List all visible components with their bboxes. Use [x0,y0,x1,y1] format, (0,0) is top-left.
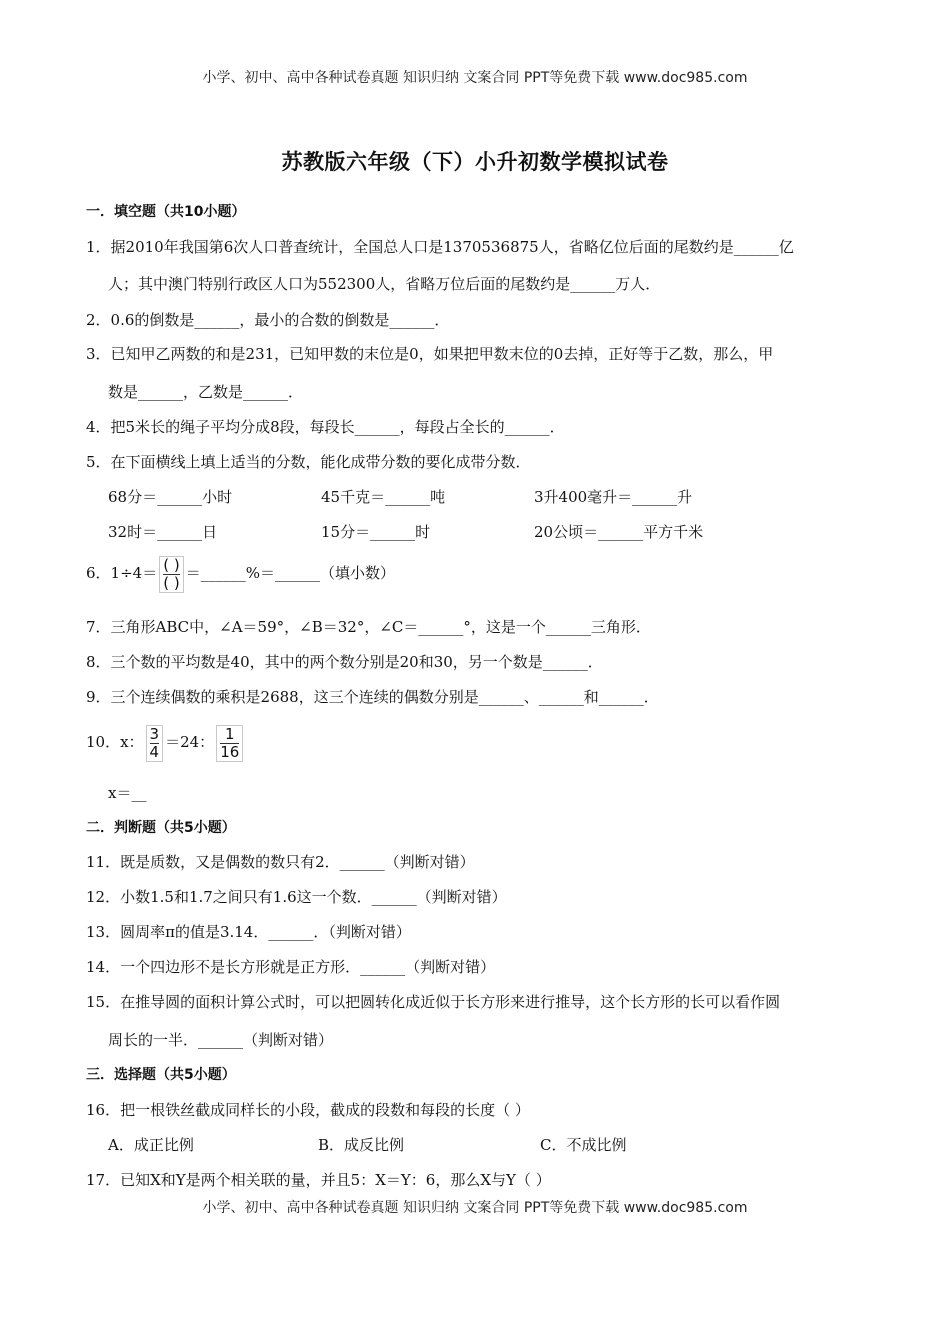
q10-numerator-2: 1 [220,726,239,744]
question-5: 5．在下面横线上填上适当的分数，能化成带分数的要化成带分数． [86,453,531,471]
question-13: 13．圆周率π的值是3.14．______．（判断对错） [86,923,411,941]
question-1-cont: 人；其中澳门特别行政区人口为552300人，省略万位后面的尾数约是______万人． [108,275,661,293]
q5-item: 32时＝______日 [108,523,218,541]
q6-prefix: 6．1÷4＝ [86,564,158,582]
question-1: 1．据2010年我国第6次人口普查统计，全国总人口是1370536875人，省略亿位后面的尾数约是______亿 [86,238,794,256]
q10-fraction-1 [146,725,164,762]
question-16: 16．把一根铁丝截成同样长的小段，截成的段数和每段的长度（ ） [86,1101,530,1119]
question-2: 2．0.6的倒数是______，最小的合数的倒数是______． [86,311,450,329]
section-multiple-choice: 三．选择题（共5小题） [86,1067,236,1083]
question-15: 15．在推导圆的面积计算公式时，可以把圆转化成近似于长方形来进行推导，这个长方形的长可以看作圆 [86,993,781,1011]
q5-item: 15分＝______时 [321,523,431,541]
q10-numerator-1: 3 [149,724,160,743]
q10-fraction-2 [216,725,243,762]
page-header: 小学、初中、高中各种试卷真题 知识归纳 文案合同 PPT等免费下载 www.doc985.com [202,70,748,86]
q16-option-c: C．不成比例 [540,1136,627,1154]
question-4: 4．把5米长的绳子平均分成8段，每段长______，每段占全长的______． [86,418,565,436]
question-6 [86,553,395,593]
page-footer: 小学、初中、高中各种试卷真题 知识归纳 文案合同 PPT等免费下载 www.doc985.com [202,1200,748,1216]
question-15-cont: 周长的一半．______（判断对错） [108,1031,334,1049]
question-14: 14．一个四边形不是长方形就是正方形．______（判断对错） [86,958,496,976]
q10-denominator-2: 16 [220,742,240,761]
q5-item: 68分＝______小时 [108,488,233,506]
q10-prefix: 10．x： [86,733,144,751]
q6-numerator: ( ) [163,555,180,574]
q10-middle: ＝24： [165,733,215,751]
q6-denominator: ( ) [163,573,180,592]
question-12: 12．小数1.5和1.7之间只有1.6这一个数．______（判断对错） [86,888,507,906]
question-10-answer: x＝__ [108,784,147,802]
question-8: 8．三个数的平均数是40，其中的两个数分别是20和30，另一个数是______． [86,653,603,671]
question-10 [86,720,245,764]
q5-item: 45千克＝______吨 [321,488,446,506]
q6-suffix: ＝______%＝______（填小数） [185,564,395,582]
q5-item: 20公顷＝______平方千米 [534,523,704,541]
q6-fraction [159,556,183,593]
section-true-false: 二．判断题（共5小题） [86,820,236,836]
question-17: 17．已知X和Y是两个相关联的量，并且5：X＝Y：6，那么X与Y（ ） [86,1171,551,1189]
question-9: 9．三个连续偶数的乘积是2688，这三个连续的偶数分别是______、______和______． [86,688,659,706]
q16-option-a: A．成正比例 [108,1136,194,1154]
q10-denominator-1: 4 [149,742,160,761]
question-3: 3．已知甲乙两数的和是231，已知甲数的末位是0，如果把甲数末位的0去掉，正好等于乙数，那么，甲 [86,345,774,363]
page-title: 苏教版六年级（下）小升初数学模拟试卷 [281,150,669,174]
question-3-cont: 数是______，乙数是______． [108,383,304,401]
section-fill-blank: 一．填空题（共10小题） [86,204,246,220]
q5-item: 3升400毫升＝______升 [534,488,693,506]
question-7: 7．三角形ABC中，∠A＝59°，∠B＝32°，∠C＝______°，这是一个______三角形． [86,618,651,636]
q16-option-b: B．成反比例 [318,1136,405,1154]
question-11: 11．既是质数，又是偶数的数只有2．______（判断对错） [86,853,475,871]
